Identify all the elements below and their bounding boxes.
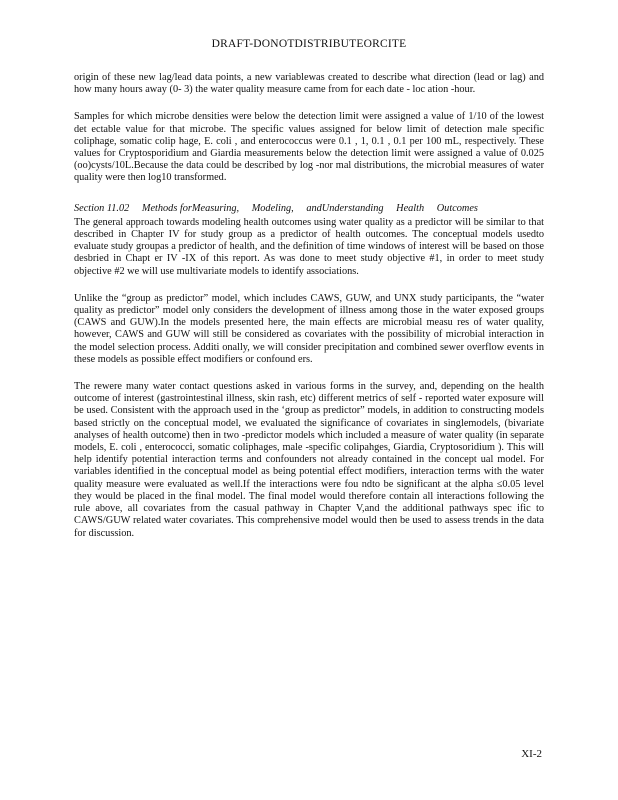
paragraph-lag-lead: origin of these new lag/lead data points, a new variablewas created to describe what direction (lead or lag) and how many hours away (0- 3) the water quality measure came from for each date - loc ation -hour. bbox=[74, 72, 544, 96]
section-number: Section 11.02 bbox=[74, 202, 130, 214]
section-title-part: Health bbox=[396, 202, 425, 214]
draft-header: DRAFT-DONOTDISTRIBUTEORCITE bbox=[211, 38, 407, 50]
section-heading bbox=[74, 203, 544, 215]
section-title-part: andUnderstanding bbox=[306, 202, 384, 214]
paragraph-general-approach: The general approach towards modeling health outcomes using water quality as a predictor will be similar to that described in Chapter IV for study group as a predictor of health outcomes. The conceptual models usedto evaluate study groupas a predictor of health, and the definition of time windows of interest will be based on those desbried in Chapt er IV -IX of this report. As was done to meet study objective #1, in order to meet study objective #2 we will use multivariate models to identify associations. bbox=[74, 216, 544, 277]
section-title-part: Modeling, bbox=[251, 202, 294, 214]
document-body bbox=[74, 72, 544, 555]
paragraph-water-contact: The rewere many water contact questions asked in various forms in the survey, and, depending on the health outcome of interest (gastrointestinal illness, skin rash, etc) different metrics of self - reported water exposure will be used. Consistent with the approach used in the ‘group as predictor” models, in addition to constructing models based strictly on the conceptual model, we evaluated the significance of covariates in singlemodels, (bivariate analyses of health outcome) then in two -predictor models which included a measure of water quality (in separate models, E. coli , enterococci, somatic coliphages, male -specific colipahges, Giardia, Cryptosoridium ). This will help identify potential interaction terms and confounders not already contained in the concept ual model. For variables identified in the conceptual model as being potential effect modifiers, interaction terms with the water quality measure were evaluated as well.If the interactions were fou ndto be significant at the alpha ≤0.05 level they would be placed in the final model. The final model would therefore contain all interactions following the rule above, all covariates from the casual pathway in Chapter V,and the additional pathways spec ific to CAWS/GUW related water covariates. This comprehensive model would then be used to assess trends in the data for discussion. bbox=[74, 381, 544, 539]
paragraph-water-quality-predictor: Unlike the “group as predictor” model, which includes CAWS, GUW, and UNX study participants, the “water quality as predictor” model only considers the development of illness among those in the water exposed groups (CAWS and GUW).In the models presented here, the main effects are microbial measu res of water quality, however, CAWS and GUW will still be considered as covariates with the possibility of microbial interaction in the model selection process. Additi onally, we will consider precipitation and combined sewer overflow events in these models as possible effect modifiers or confound ers. bbox=[74, 292, 544, 365]
section-title-part: Methods forMeasuring, bbox=[141, 202, 240, 214]
section-title-part: Outcomes bbox=[436, 202, 478, 214]
paragraph-detection-limit: Samples for which microbe densities were below the detection limit were assigned a value of 1/10 of the lowest det ectable value for that microbe. The specific values assigned for below limit of detection male specific coliphage, somatic colip hage, E. coli , and enterococcus were 0.1 , 1, 0.1 , 0.1 per 100 mL, respectively. These values for Cryptosporidium and Giardia measurements below the detection limit were assigned a value of 0.025 (oo)cysts/10L.Because the data could be described by log -nor mal distributions, the microbial measures of water quality were then log10 transformed. bbox=[74, 111, 544, 184]
page-number: XI-2 bbox=[521, 748, 542, 760]
